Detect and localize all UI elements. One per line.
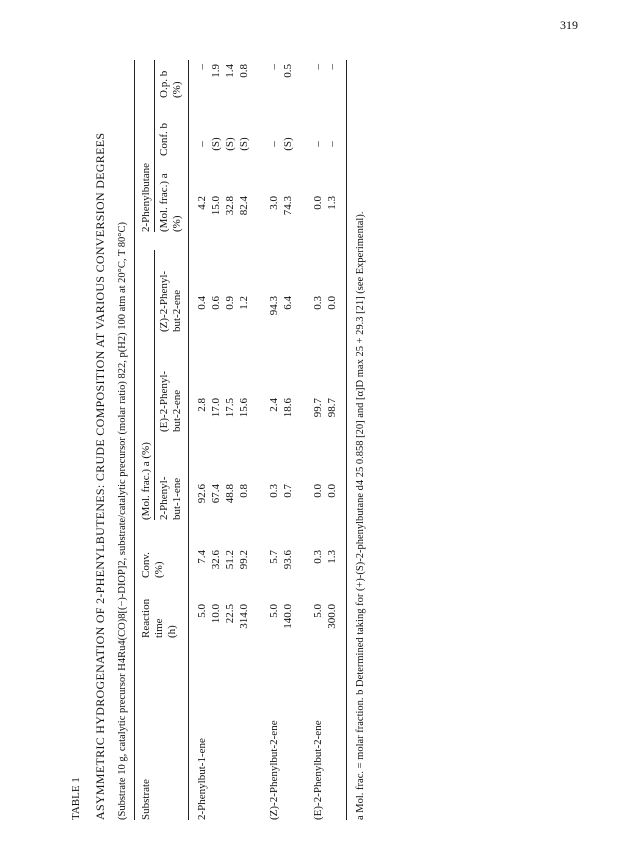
cell-e: 99.7 <box>312 398 324 418</box>
header-phenylbutane-group: 2-Phenylbutane <box>140 162 152 232</box>
rule-phenylbutane-group <box>154 60 155 232</box>
cell-z: 0.4 <box>196 296 208 310</box>
header-col-op-2: (%) <box>171 81 183 98</box>
cell-conf: – <box>312 141 324 147</box>
header-reaction-time-2: time <box>153 618 165 638</box>
table-title: ASYMMETRIC HYDROGENATION OF 2-PHENYLBUTENES: CRUDE COMPOSITION AT VARIOUS CONVERSION DEGREES <box>93 132 107 820</box>
header-col-pb-2: (%) <box>171 215 183 232</box>
cell-e: 98.7 <box>326 398 338 418</box>
cell-e: 17.0 <box>210 398 222 418</box>
cell-conf: – <box>196 141 208 147</box>
page-number: 319 <box>560 18 578 32</box>
cell-op: – <box>312 64 324 70</box>
cell-op: – <box>196 64 208 70</box>
header-col-2p1-1: 2-Phenyl- <box>158 476 170 520</box>
cell-e: 2.8 <box>196 398 208 412</box>
cell-z: 0.3 <box>312 296 324 310</box>
cell-p1: 48.8 <box>224 484 236 504</box>
header-reaction-time-1: Reaction <box>140 598 152 638</box>
substrate-label: (E)-2-Phenylbut-2-ene <box>312 720 324 820</box>
header-col-pb-1: (Mol. frac.) a <box>158 173 170 232</box>
cell-conv: 93.6 <box>282 550 294 570</box>
cell-z: 0.9 <box>224 296 236 310</box>
cell-op: 0.5 <box>282 64 294 78</box>
header-reaction-time-3: (h) <box>166 625 178 638</box>
cell-e: 2.4 <box>268 398 280 412</box>
cell-p1: 0.0 <box>312 484 324 498</box>
cell-conf: (S) <box>282 137 294 151</box>
cell-z: 0.6 <box>210 296 222 310</box>
rule-top <box>134 60 135 820</box>
cell-pb: 3.0 <box>268 196 280 210</box>
header-conv-1: Conv. <box>140 552 152 578</box>
cell-pb: 0.0 <box>312 196 324 210</box>
cell-time: 22.5 <box>224 604 236 624</box>
rule-molfrac-group <box>154 250 155 520</box>
rule-header-bottom <box>188 60 189 820</box>
cell-p1: 0.7 <box>282 484 294 498</box>
cell-z: 94.3 <box>268 296 280 316</box>
header-col-conf: Conf. b <box>158 123 170 156</box>
cell-time: 140.0 <box>282 604 294 629</box>
cell-p1: 67.4 <box>210 484 222 504</box>
header-col-z-2: but-2-ene <box>171 289 183 332</box>
cell-pb: 4.2 <box>196 196 208 210</box>
table-footnote: a Mol. frac. = molar fraction. b Determined taking for (+)-(S)-2-phenylbutane d4 25 0.858 [20] and [α]D max 25 + 29.3 [21] (see Experimental). <box>355 211 366 820</box>
cell-op: 0.8 <box>238 64 250 78</box>
cell-time: 10.0 <box>210 604 222 624</box>
cell-conf: – <box>268 141 280 147</box>
cell-pb: 74.3 <box>282 196 294 216</box>
cell-time: 5.0 <box>268 604 280 618</box>
cell-time: 314.0 <box>238 604 250 629</box>
header-molfrac-group: (Mol. frac.) a (%) <box>140 442 152 520</box>
cell-conv: 32.6 <box>210 550 222 570</box>
table-caption: (Substrate 10 g, catalytic precursor H4Ru4(CO)8[(−)-DIOP]2, substrate/catalytic precursor (molar ratio) 822, p(H2) 100 atm at 20°C, T 80°C) <box>117 222 128 820</box>
cell-op: – <box>268 64 280 70</box>
cell-time: 5.0 <box>196 604 208 618</box>
cell-z: 1.2 <box>238 296 250 310</box>
cell-pb: 82.4 <box>238 196 250 216</box>
header-col-e-1: (E)-2-Phenyl- <box>158 370 170 432</box>
cell-conv: 7.4 <box>196 550 208 564</box>
rotated-table-block <box>70 40 590 820</box>
cell-time: 5.0 <box>312 604 324 618</box>
header-col-e-2: but-2-ene <box>171 389 183 432</box>
cell-p1: 0.3 <box>268 484 280 498</box>
substrate-label: (Z)-2-Phenylbut-2-ene <box>268 720 280 820</box>
header-conv-2: (%) <box>153 561 165 578</box>
cell-conf: (S) <box>224 137 236 151</box>
cell-time: 300.0 <box>326 604 338 629</box>
cell-op: – <box>326 64 338 70</box>
cell-z: 0.0 <box>326 296 338 310</box>
cell-p1: 0.8 <box>238 484 250 498</box>
substrate-label: 2-Phenylbut-1-ene <box>196 738 208 820</box>
cell-pb: 15.0 <box>210 196 222 216</box>
cell-conf: (S) <box>210 137 222 151</box>
header-col-2p1-2: but-1-ene <box>171 477 183 520</box>
cell-p1: 0.0 <box>326 484 338 498</box>
cell-conv: 51.2 <box>224 550 236 570</box>
cell-conv: 1.3 <box>326 550 338 564</box>
cell-conf: – <box>326 141 338 147</box>
cell-pb: 1.3 <box>326 196 338 210</box>
cell-e: 15.6 <box>238 398 250 418</box>
cell-op: 1.4 <box>224 64 236 78</box>
cell-e: 17.5 <box>224 398 236 418</box>
cell-e: 18.6 <box>282 398 294 418</box>
header-substrate: Substrate <box>140 779 152 820</box>
header-col-z-1: (Z)-2-Phenyl- <box>158 270 170 332</box>
rule-bottom <box>346 60 347 820</box>
cell-op: 1.9 <box>210 64 222 78</box>
cell-conv: 99.2 <box>238 550 250 570</box>
cell-conf: (S) <box>238 137 250 151</box>
cell-conv: 0.3 <box>312 550 324 564</box>
cell-conv: 5.7 <box>268 550 280 564</box>
cell-p1: 92.6 <box>196 484 208 504</box>
table-label: TABLE 1 <box>70 777 82 820</box>
header-col-op-1: O.p. b <box>158 70 170 98</box>
cell-pb: 32.8 <box>224 196 236 216</box>
cell-z: 6.4 <box>282 296 294 310</box>
